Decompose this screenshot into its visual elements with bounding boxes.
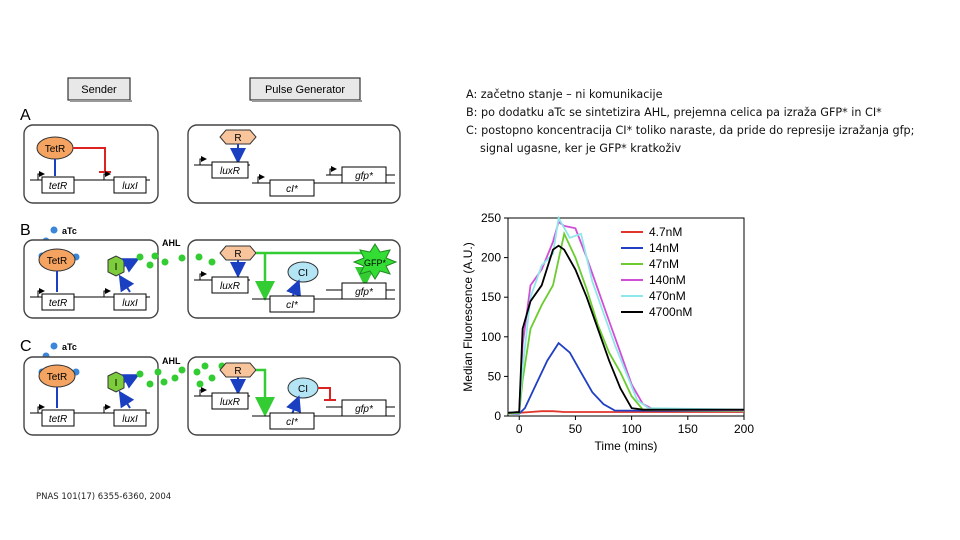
svg-text:TetR: TetR [46, 372, 68, 383]
pulse-generator-header [250, 78, 362, 102]
y-tick-label: 100 [480, 329, 501, 344]
y-tick-label: 0 [494, 409, 501, 423]
y-tick-label: 200 [480, 250, 501, 265]
svg-text:gfp*: gfp* [355, 171, 373, 182]
svg-text:Sender: Sender [81, 84, 117, 96]
note-c-continued: signal ugasne, ker je GFP* kratkoživ [480, 142, 682, 155]
svg-text:tetR: tetR [48, 414, 68, 425]
svg-text:cI*: cI* [286, 417, 298, 428]
x-tick-label: 150 [677, 422, 698, 436]
panel-label-a: A [20, 107, 31, 124]
x-tick-label: 0 [515, 422, 523, 436]
panel-label-c: C [20, 338, 32, 355]
svg-text:luxR: luxR [219, 397, 241, 408]
svg-text:TetR: TetR [44, 144, 66, 155]
x-tick-label: 50 [568, 422, 583, 436]
svg-text:GFP*: GFP* [363, 258, 387, 268]
svg-text:gfp*: gfp* [355, 287, 373, 298]
svg-text:Pulse Generator: Pulse Generator [264, 84, 346, 96]
svg-text:CI: CI [298, 268, 308, 279]
note-b: B: po dodatku aTc se sintetizira AHL, prejemna celica pa izraža GFP* in CI* [466, 106, 882, 119]
legend-label: 47nM [649, 257, 680, 271]
x-axis-label: Time (mins) [594, 439, 658, 453]
y-axis-label: Median Fluorescence (A.U.) [461, 242, 475, 392]
note-a: A: začetno stanje – ni komunikacije [466, 88, 663, 101]
svg-text:CI: CI [298, 384, 308, 395]
svg-text:cI*: cI* [286, 300, 298, 311]
ci-protein-b [288, 262, 318, 282]
r-protein [220, 130, 256, 144]
tetR-protein [37, 137, 73, 159]
note-c: C: postopno koncentracija CI* toliko naraste, da pride do represije izražanja gfp; [466, 124, 915, 137]
svg-text:tetR: tetR [48, 298, 68, 309]
circuit-diagram [0, 0, 460, 540]
r-protein-c [220, 363, 256, 377]
legend-label: 470nM [649, 289, 686, 303]
x-tick-label: 100 [621, 422, 642, 436]
svg-text:luxI: luxI [122, 181, 138, 192]
legend-label: 4700nM [649, 305, 693, 319]
luxI-protein-c [108, 372, 124, 392]
x-tick-label: 200 [733, 422, 755, 436]
luxI-protein-b [108, 256, 124, 276]
svg-text:cI*: cI* [286, 184, 298, 195]
svg-text:TetR: TetR [46, 256, 68, 267]
legend-label: 14nM [649, 241, 680, 255]
legend-label: 140nM [649, 273, 686, 287]
citation: PNAS 101(17) 6355-6360, 2004 [36, 492, 172, 502]
fluorescence-chart [456, 210, 766, 460]
panel-label-b: B [20, 222, 31, 239]
svg-text:R: R [234, 366, 242, 377]
ahl-label-c: AHL [162, 356, 181, 366]
atc-label-c: aTc [62, 342, 77, 352]
legend-label: 4.7nM [649, 225, 683, 239]
ci-protein-c [288, 378, 318, 398]
y-tick-label: 150 [480, 290, 501, 305]
svg-text:tetR: tetR [48, 181, 68, 192]
tetR-protein-c [39, 365, 75, 387]
svg-text:I: I [114, 378, 118, 389]
svg-text:luxI: luxI [122, 298, 138, 309]
ahl-label-b: AHL [162, 238, 181, 248]
sender-header [68, 78, 132, 102]
explanation-notes [466, 86, 946, 158]
atc-label-b: aTc [62, 226, 77, 236]
svg-text:luxI: luxI [122, 414, 138, 425]
y-tick-label: 50 [487, 369, 501, 384]
svg-text:R: R [234, 249, 242, 260]
svg-text:I: I [114, 262, 118, 273]
r-protein-b [220, 246, 256, 260]
svg-text:gfp*: gfp* [355, 404, 373, 415]
tetR-protein-b [39, 249, 75, 271]
y-tick-label: 250 [480, 211, 501, 225]
svg-text:luxR: luxR [219, 166, 241, 177]
svg-text:luxR: luxR [219, 281, 241, 292]
svg-text:R: R [234, 133, 242, 144]
